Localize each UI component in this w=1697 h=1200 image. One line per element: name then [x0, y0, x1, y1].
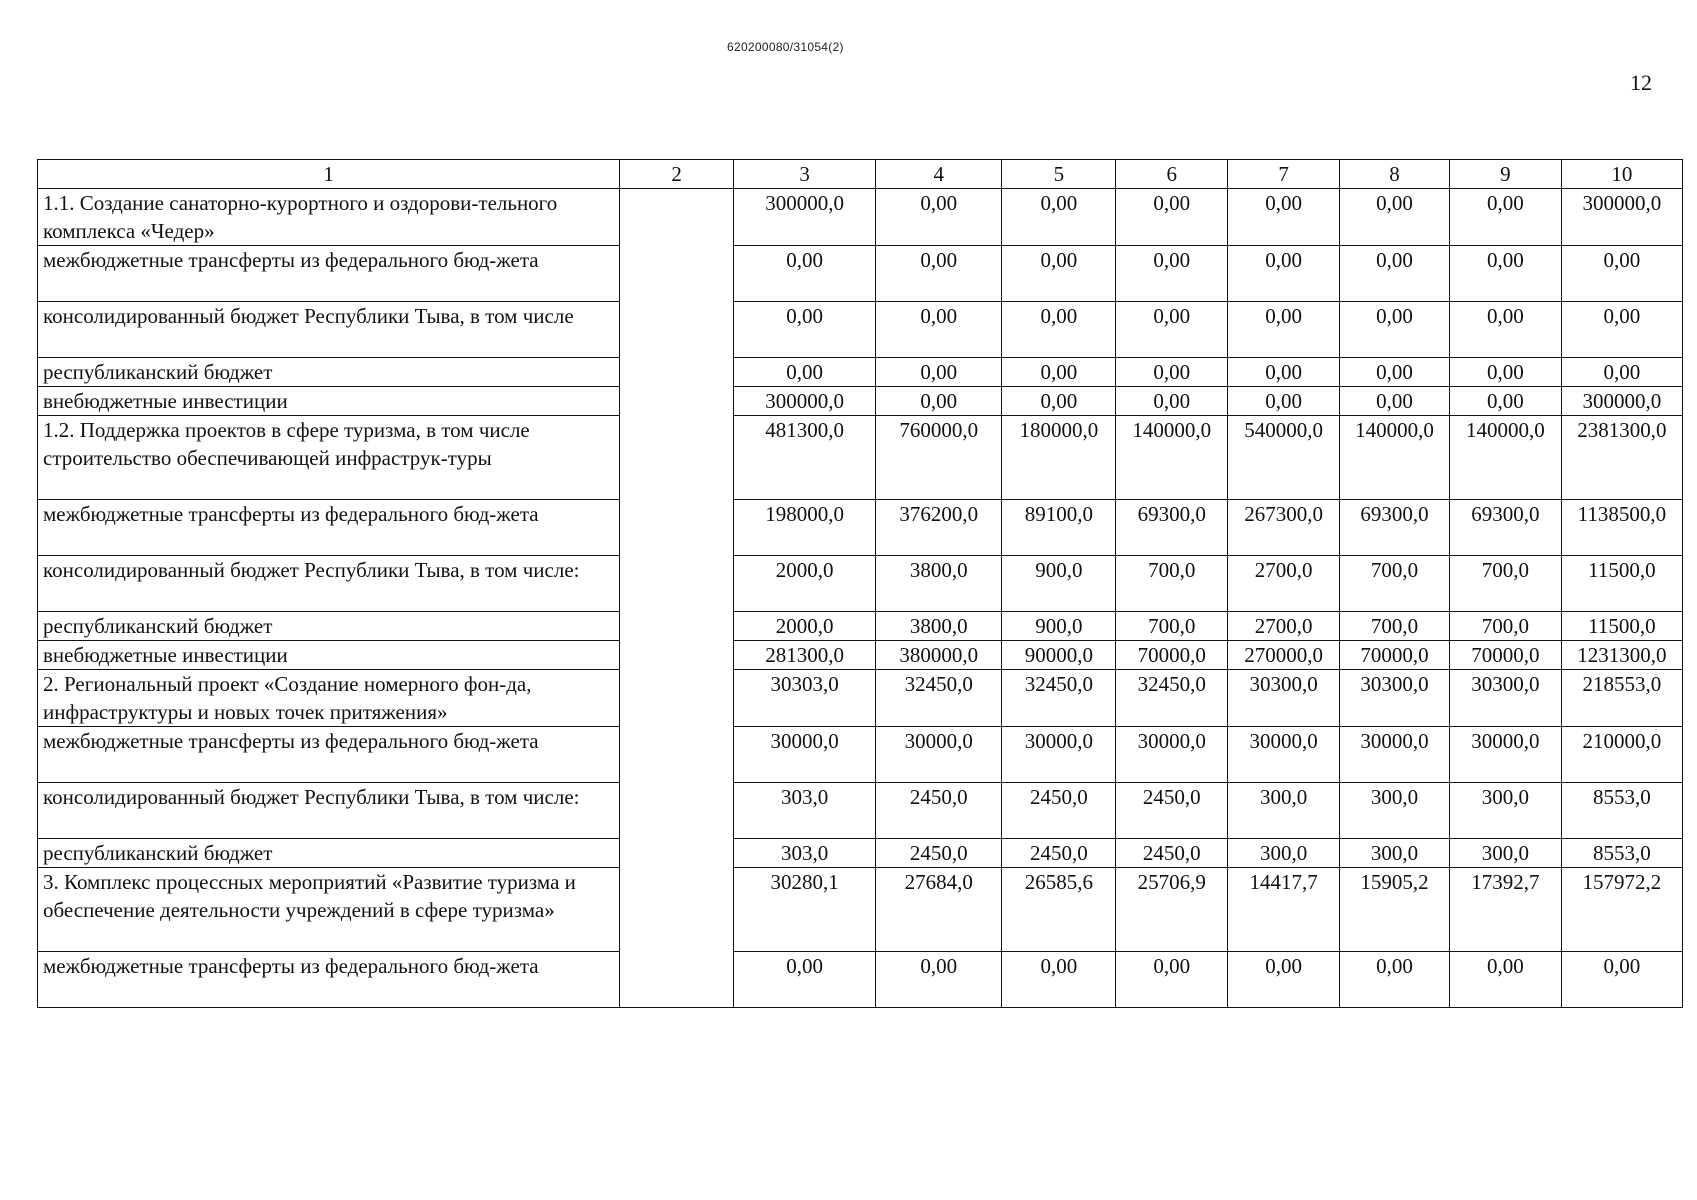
value-cell-col-10: 300000,0: [1561, 189, 1682, 246]
column-2-cell: [620, 358, 734, 387]
row-label: межбюджетные трансферты из федерального бюд-жета: [38, 246, 620, 302]
value-cell-col-3: 281300,0: [734, 641, 876, 670]
value-cell-col-6: 30000,0: [1116, 727, 1228, 783]
value-cell-col-5: 180000,0: [1002, 416, 1116, 500]
page-number: 12: [1630, 70, 1652, 95]
value-cell-col-6: 0,00: [1116, 189, 1228, 246]
value-cell-col-4: 2450,0: [876, 783, 1002, 839]
value-cell-col-10: 2381300,0: [1561, 416, 1682, 500]
column-header-2: 2: [620, 160, 734, 189]
column-header-5: 5: [1002, 160, 1116, 189]
column-2-cell: [620, 500, 734, 556]
value-cell-col-9: 700,0: [1449, 556, 1561, 612]
value-cell-col-8: 140000,0: [1340, 416, 1450, 500]
value-cell-col-5: 0,00: [1002, 189, 1116, 246]
row-label: консолидированный бюджет Республики Тыва, в том числе: [38, 302, 620, 358]
table-row: [38, 246, 1683, 302]
value-cell-col-5: 26585,6: [1002, 868, 1116, 952]
column-2-cell: [620, 783, 734, 839]
value-cell-col-8: 0,00: [1340, 246, 1450, 302]
column-2-cell: [620, 302, 734, 358]
table-body: [38, 189, 1683, 1008]
table-row: [38, 727, 1683, 783]
value-cell-col-6: 69300,0: [1116, 500, 1228, 556]
value-cell-col-10: 210000,0: [1561, 727, 1682, 783]
value-cell-col-3: 300000,0: [734, 387, 876, 416]
value-cell-col-7: 0,00: [1228, 246, 1340, 302]
value-cell-col-9: 700,0: [1449, 612, 1561, 641]
value-cell-col-10: 11500,0: [1561, 556, 1682, 612]
column-2-cell: [620, 641, 734, 670]
value-cell-col-3: 2000,0: [734, 612, 876, 641]
column-2-cell: [620, 612, 734, 641]
column-header-1: 1: [38, 160, 620, 189]
table-row: [38, 952, 1683, 1008]
document-code: 620200080/31054(2): [727, 40, 844, 54]
value-cell-col-7: 300,0: [1228, 839, 1340, 868]
value-cell-col-5: 0,00: [1002, 387, 1116, 416]
table-header: [38, 160, 1683, 189]
value-cell-col-3: 30000,0: [734, 727, 876, 783]
column-header-3: 3: [734, 160, 876, 189]
value-cell-col-3: 303,0: [734, 783, 876, 839]
value-cell-col-7: 0,00: [1228, 302, 1340, 358]
row-label: республиканский бюджет: [38, 358, 620, 387]
row-label: межбюджетные трансферты из федерального бюд-жета: [38, 500, 620, 556]
value-cell-col-3: 303,0: [734, 839, 876, 868]
value-cell-col-9: 0,00: [1449, 246, 1561, 302]
value-cell-col-5: 0,00: [1002, 246, 1116, 302]
value-cell-col-3: 30280,1: [734, 868, 876, 952]
value-cell-col-3: 300000,0: [734, 189, 876, 246]
column-header-4: 4: [876, 160, 1002, 189]
value-cell-col-6: 25706,9: [1116, 868, 1228, 952]
value-cell-col-7: 540000,0: [1228, 416, 1340, 500]
column-2-cell: [620, 556, 734, 612]
value-cell-col-3: 481300,0: [734, 416, 876, 500]
value-cell-col-4: 0,00: [876, 302, 1002, 358]
value-cell-col-4: 0,00: [876, 189, 1002, 246]
value-cell-col-8: 700,0: [1340, 556, 1450, 612]
value-cell-col-9: 300,0: [1449, 839, 1561, 868]
value-cell-col-7: 2700,0: [1228, 556, 1340, 612]
value-cell-col-8: 0,00: [1340, 358, 1450, 387]
value-cell-col-8: 0,00: [1340, 189, 1450, 246]
value-cell-col-4: 380000,0: [876, 641, 1002, 670]
value-cell-col-5: 30000,0: [1002, 727, 1116, 783]
value-cell-col-9: 30000,0: [1449, 727, 1561, 783]
value-cell-col-10: 218553,0: [1561, 670, 1682, 727]
value-cell-col-5: 32450,0: [1002, 670, 1116, 727]
value-cell-col-4: 0,00: [876, 358, 1002, 387]
value-cell-col-10: 11500,0: [1561, 612, 1682, 641]
value-cell-col-10: 300000,0: [1561, 387, 1682, 416]
table-row: [38, 783, 1683, 839]
value-cell-col-6: 0,00: [1116, 358, 1228, 387]
value-cell-col-6: 0,00: [1116, 952, 1228, 1008]
value-cell-col-10: 1231300,0: [1561, 641, 1682, 670]
column-header-10: 10: [1561, 160, 1682, 189]
value-cell-col-7: 300,0: [1228, 783, 1340, 839]
value-cell-col-6: 700,0: [1116, 612, 1228, 641]
table-row: [38, 358, 1683, 387]
column-2-cell: [620, 839, 734, 868]
value-cell-col-10: 157972,2: [1561, 868, 1682, 952]
header-row: [38, 160, 1683, 189]
value-cell-col-5: 0,00: [1002, 952, 1116, 1008]
table-row: [38, 500, 1683, 556]
value-cell-col-8: 30000,0: [1340, 727, 1450, 783]
row-label: межбюджетные трансферты из федерального бюд-жета: [38, 952, 620, 1008]
value-cell-col-5: 0,00: [1002, 302, 1116, 358]
value-cell-col-7: 0,00: [1228, 358, 1340, 387]
table-row: [38, 302, 1683, 358]
column-header-8: 8: [1340, 160, 1450, 189]
budget-table: [37, 159, 1683, 1008]
value-cell-col-4: 3800,0: [876, 556, 1002, 612]
value-cell-col-5: 2450,0: [1002, 839, 1116, 868]
row-label: 1.2. Поддержка проектов в сфере туризма, в том числе строительство обеспечивающей инфраструк-туры: [38, 416, 620, 500]
row-label: внебюджетные инвестиции: [38, 387, 620, 416]
value-cell-col-4: 3800,0: [876, 612, 1002, 641]
value-cell-col-4: 30000,0: [876, 727, 1002, 783]
value-cell-col-9: 140000,0: [1449, 416, 1561, 500]
value-cell-col-9: 0,00: [1449, 189, 1561, 246]
value-cell-col-5: 900,0: [1002, 612, 1116, 641]
value-cell-col-5: 900,0: [1002, 556, 1116, 612]
value-cell-col-8: 69300,0: [1340, 500, 1450, 556]
value-cell-col-8: 700,0: [1340, 612, 1450, 641]
value-cell-col-6: 32450,0: [1116, 670, 1228, 727]
value-cell-col-3: 30303,0: [734, 670, 876, 727]
table-row: [38, 839, 1683, 868]
column-2-cell: [620, 416, 734, 500]
value-cell-col-9: 0,00: [1449, 358, 1561, 387]
value-cell-col-4: 27684,0: [876, 868, 1002, 952]
row-label: 2. Региональный проект «Создание номерного фон-да, инфраструктуры и новых точек притяжения»: [38, 670, 620, 727]
value-cell-col-8: 70000,0: [1340, 641, 1450, 670]
value-cell-col-4: 0,00: [876, 952, 1002, 1008]
value-cell-col-8: 0,00: [1340, 387, 1450, 416]
row-label: республиканский бюджет: [38, 612, 620, 641]
table-row: [38, 612, 1683, 641]
table-row: [38, 670, 1683, 727]
value-cell-col-4: 0,00: [876, 387, 1002, 416]
value-cell-col-5: 90000,0: [1002, 641, 1116, 670]
value-cell-col-6: 700,0: [1116, 556, 1228, 612]
table-row: [38, 189, 1683, 246]
value-cell-col-10: 8553,0: [1561, 839, 1682, 868]
value-cell-col-3: 0,00: [734, 358, 876, 387]
value-cell-col-8: 0,00: [1340, 952, 1450, 1008]
value-cell-col-3: 2000,0: [734, 556, 876, 612]
value-cell-col-6: 0,00: [1116, 387, 1228, 416]
value-cell-col-7: 14417,7: [1228, 868, 1340, 952]
value-cell-col-9: 70000,0: [1449, 641, 1561, 670]
value-cell-col-7: 0,00: [1228, 952, 1340, 1008]
row-label: республиканский бюджет: [38, 839, 620, 868]
value-cell-col-7: 270000,0: [1228, 641, 1340, 670]
column-2-cell: [620, 952, 734, 1008]
value-cell-col-4: 760000,0: [876, 416, 1002, 500]
row-label: консолидированный бюджет Республики Тыва, в том числе:: [38, 783, 620, 839]
column-2-cell: [620, 189, 734, 246]
value-cell-col-9: 0,00: [1449, 302, 1561, 358]
value-cell-col-8: 300,0: [1340, 783, 1450, 839]
column-header-6: 6: [1116, 160, 1228, 189]
value-cell-col-5: 2450,0: [1002, 783, 1116, 839]
row-label: межбюджетные трансферты из федерального бюд-жета: [38, 727, 620, 783]
value-cell-col-3: 0,00: [734, 246, 876, 302]
row-label: 1.1. Создание санаторно-курортного и оздорови-тельного комплекса «Чедер»: [38, 189, 620, 246]
value-cell-col-10: 0,00: [1561, 302, 1682, 358]
value-cell-col-9: 69300,0: [1449, 500, 1561, 556]
value-cell-col-4: 32450,0: [876, 670, 1002, 727]
value-cell-col-7: 30300,0: [1228, 670, 1340, 727]
value-cell-col-10: 1138500,0: [1561, 500, 1682, 556]
row-label: внебюджетные инвестиции: [38, 641, 620, 670]
value-cell-col-6: 2450,0: [1116, 783, 1228, 839]
value-cell-col-3: 0,00: [734, 952, 876, 1008]
value-cell-col-10: 0,00: [1561, 358, 1682, 387]
value-cell-col-3: 0,00: [734, 302, 876, 358]
value-cell-col-6: 70000,0: [1116, 641, 1228, 670]
value-cell-col-4: 0,00: [876, 246, 1002, 302]
value-cell-col-9: 30300,0: [1449, 670, 1561, 727]
column-header-7: 7: [1228, 160, 1340, 189]
value-cell-col-7: 0,00: [1228, 189, 1340, 246]
value-cell-col-8: 15905,2: [1340, 868, 1450, 952]
value-cell-col-8: 30300,0: [1340, 670, 1450, 727]
value-cell-col-9: 17392,7: [1449, 868, 1561, 952]
column-header-9: 9: [1449, 160, 1561, 189]
value-cell-col-8: 0,00: [1340, 302, 1450, 358]
value-cell-col-10: 0,00: [1561, 952, 1682, 1008]
value-cell-col-7: 0,00: [1228, 387, 1340, 416]
column-2-cell: [620, 868, 734, 952]
value-cell-col-6: 140000,0: [1116, 416, 1228, 500]
value-cell-col-5: 0,00: [1002, 358, 1116, 387]
table-row: [38, 868, 1683, 952]
table-row: [38, 387, 1683, 416]
value-cell-col-6: 0,00: [1116, 246, 1228, 302]
table-row: [38, 641, 1683, 670]
value-cell-col-6: 0,00: [1116, 302, 1228, 358]
value-cell-col-10: 8553,0: [1561, 783, 1682, 839]
table-row: [38, 416, 1683, 500]
value-cell-col-6: 2450,0: [1116, 839, 1228, 868]
value-cell-col-9: 0,00: [1449, 952, 1561, 1008]
value-cell-col-7: 30000,0: [1228, 727, 1340, 783]
column-2-cell: [620, 387, 734, 416]
row-label: консолидированный бюджет Республики Тыва, в том числе:: [38, 556, 620, 612]
value-cell-col-9: 0,00: [1449, 387, 1561, 416]
value-cell-col-9: 300,0: [1449, 783, 1561, 839]
value-cell-col-4: 376200,0: [876, 500, 1002, 556]
table-row: [38, 556, 1683, 612]
column-2-cell: [620, 727, 734, 783]
value-cell-col-7: 2700,0: [1228, 612, 1340, 641]
value-cell-col-4: 2450,0: [876, 839, 1002, 868]
value-cell-col-3: 198000,0: [734, 500, 876, 556]
row-label: 3. Комплекс процессных мероприятий «Развитие туризма и обеспечение деятельности учреждений в сфере туризма»: [38, 868, 620, 952]
value-cell-col-5: 89100,0: [1002, 500, 1116, 556]
value-cell-col-8: 300,0: [1340, 839, 1450, 868]
column-2-cell: [620, 246, 734, 302]
value-cell-col-7: 267300,0: [1228, 500, 1340, 556]
column-2-cell: [620, 670, 734, 727]
value-cell-col-10: 0,00: [1561, 246, 1682, 302]
